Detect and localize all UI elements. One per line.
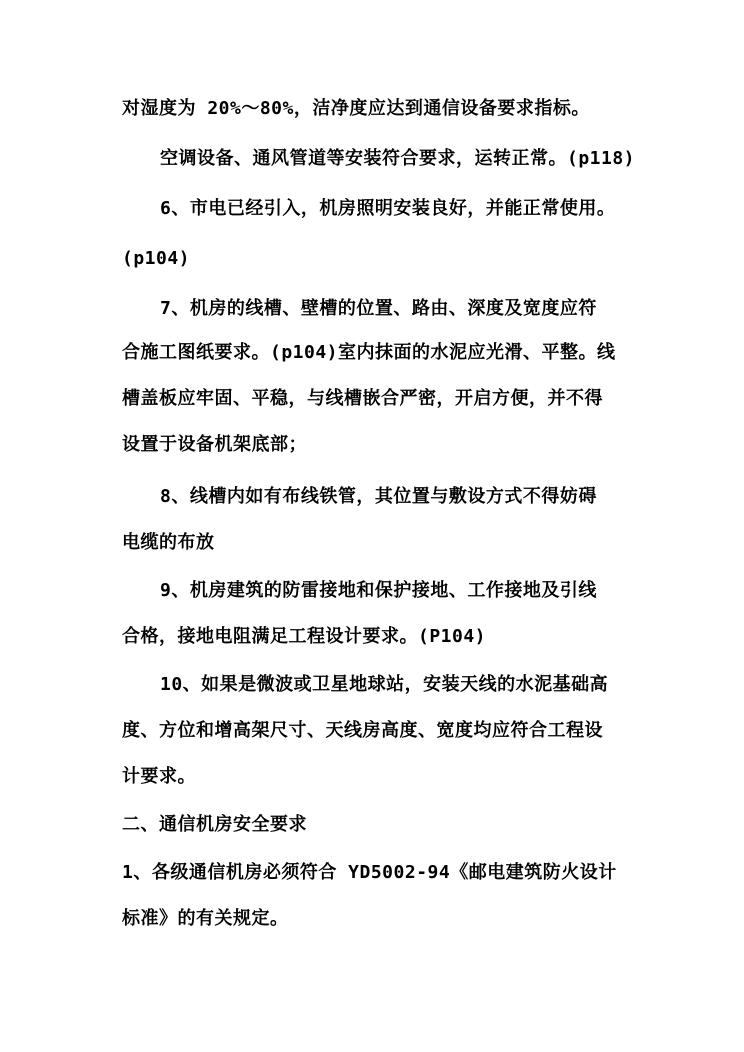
text-line-17: 1、各级通信机房必须符合 YD5002-94《邮电建筑防火设计 — [122, 862, 617, 883]
text-line-8: 设置于设备机架底部； — [122, 434, 307, 455]
section-heading: 二、通信机房安全要求 — [122, 814, 307, 835]
text-line-2: 空调设备、通风管道等安装符合要求，运转正常。(p118) — [160, 148, 636, 169]
text-line-13: 10、如果是微波或卫星地球站，安装天线的水泥基础高 — [160, 674, 609, 695]
text-line-4: (p104) — [122, 248, 191, 269]
text-line-12: 合格，接地电阻满足工程设计要求。(P104) — [122, 626, 487, 647]
text-line-10: 电缆的布放 — [122, 532, 215, 553]
text-line-11: 9、机房建筑的防雷接地和保护接地、工作接地及引线 — [160, 580, 597, 601]
text-line-7: 槽盖板应牢固、平稳，与线槽嵌合严密，开启方便，并不得 — [122, 388, 603, 409]
text-line-1: 对湿度为 20%～80%，洁净度应达到通信设备要求指标。 — [122, 98, 590, 119]
text-line-14: 度、方位和增高架尺寸、天线房高度、宽度均应符合工程设 — [122, 720, 603, 741]
text-line-5: 7、机房的线槽、壁槽的位置、路由、深度及宽度应符 — [160, 298, 597, 319]
text-line-15: 计要求。 — [122, 766, 196, 787]
text-line-18: 标准》的有关规定。 — [122, 908, 289, 929]
text-line-9: 8、线槽内如有布线铁管，其位置与敷设方式不得妨碍 — [160, 486, 597, 507]
text-line-3: 6、市电已经引入，机房照明安装良好，并能正常使用。 — [160, 198, 616, 219]
text-line-6: 合施工图纸要求。(p104)室内抹面的水泥应光滑、平整。线 — [122, 342, 616, 363]
